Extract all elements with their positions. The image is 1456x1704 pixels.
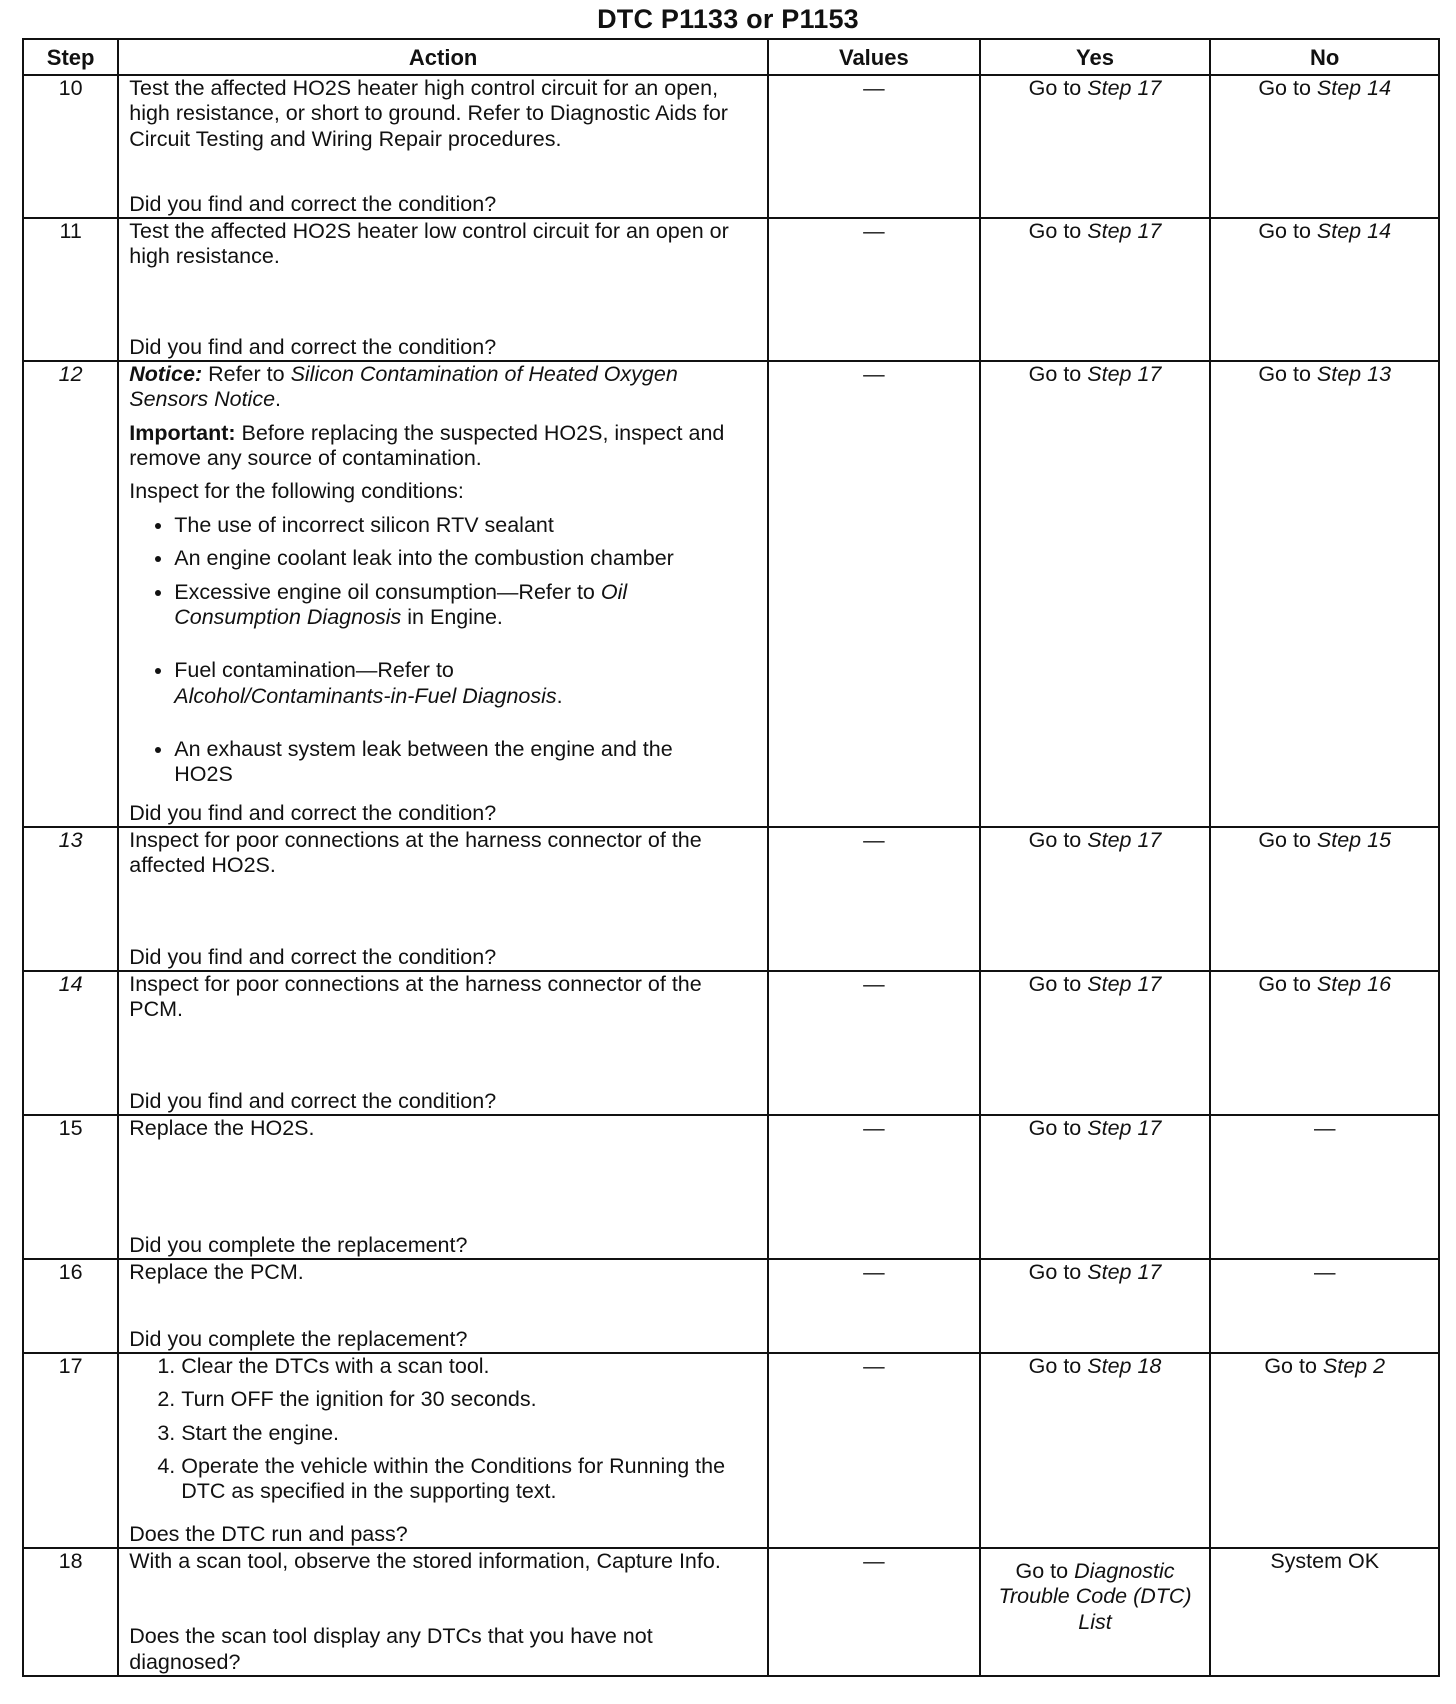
fuel-diagnosis-reference: Alcohol/Contaminants-in-Fuel Diagnosis [174,683,557,708]
values-cell: — [768,75,980,218]
header-values: Values [768,39,980,75]
go-to-label: Go to [1028,1260,1082,1284]
action-text: Replace the HO2S. [129,1116,315,1140]
procedure-list [129,1354,757,1505]
table-row [23,218,1439,361]
yes-cell [980,827,1211,971]
action-question: Does the scan tool display any DTCs that you have not diagnosed? [129,1624,653,1674]
action-cell [118,1548,768,1676]
no-cell: — [1210,1115,1439,1259]
table-row [23,361,1439,827]
action-cell [118,971,768,1115]
table-row [23,75,1439,218]
action-cell [118,1259,768,1353]
go-to-label: Go to [1028,1116,1082,1140]
go-to-label: Go to [1028,828,1082,852]
inspect-intro: Inspect for the following conditions: [129,479,464,504]
list-item: 1. Clear the DTCs with a scan tool. [181,1354,757,1379]
list-item: 2. Turn OFF the ignition for 30 seconds. [181,1387,757,1412]
go-to-label: Go to [1258,219,1311,243]
action-cell [118,827,768,971]
no-step-ref: Step 13 [1316,362,1392,386]
values-cell: — [768,1548,980,1676]
list-item: 3. Start the engine. [181,1421,757,1446]
values-cell: — [768,218,980,361]
no-step-ref: Step 14 [1316,76,1392,100]
values-cell: — [768,971,980,1115]
list-item-text: Excessive engine oil consumption—Refer to [174,579,595,604]
yes-step-ref: Step 17 [1087,1260,1162,1284]
action-text: With a scan tool, observe the stored information, Capture Info. [129,1549,721,1573]
condition-list [129,513,757,788]
go-to-label: Go to [1258,362,1311,386]
yes-cell [980,1259,1211,1353]
no-cell [1210,1353,1439,1548]
no-cell [1210,827,1439,971]
yes-cell [980,218,1211,361]
go-to-label: Go to [1258,76,1311,100]
yes-cell [980,1353,1211,1548]
yes-step-ref: Step 17 [1087,972,1162,996]
action-question: Did you complete the replacement? [129,1326,468,1351]
notice-text: Refer to [208,362,285,386]
yes-cell [980,1548,1211,1676]
table-row [23,1548,1439,1676]
go-to-label: Go to [1015,1559,1069,1583]
action-cell [118,75,768,218]
step-number: 14 [23,971,118,1115]
list-item [174,580,757,631]
action-question: Did you find and correct the condition? [129,334,497,359]
values-cell: — [768,1115,980,1259]
table-row [23,1115,1439,1259]
go-to-label: Go to [1264,1354,1317,1378]
go-to-label: Go to [1028,76,1082,100]
header-no: No [1210,39,1439,75]
no-cell [1210,971,1439,1115]
action-text: Test the affected HO2S heater low control circuit for an open or high resistance. [129,219,729,269]
no-cell [1210,361,1439,827]
important-label: Important: [129,420,236,445]
list-item: • An exhaust system leak between the engine and the HO2S [174,737,757,788]
values-cell: — [768,827,980,971]
action-question: Did you find and correct the condition? [129,1088,497,1113]
header-yes: Yes [980,39,1211,75]
step-number: 12 [23,361,118,827]
yes-cell [980,361,1211,827]
yes-step-ref: Step 17 [1087,76,1162,100]
list-item: • An engine coolant leak into the combustion chamber [174,546,757,571]
action-question: Did you complete the replacement? [129,1232,468,1257]
list-item-text: Fuel contamination—Refer to [174,658,454,683]
step-number: 18 [23,1548,118,1676]
table-row [23,971,1439,1115]
action-cell [118,218,768,361]
action-text: Inspect for poor connections at the harness connector of the PCM. [129,972,702,1022]
list-item: • Fuel contamination—Refer to Alcohol/Contaminants-in-Fuel Diagnosis. [174,658,757,709]
notice-paragraph: Notice: Refer to Silicon Contamination of Heated Oxygen Sensors Notice. [129,362,678,412]
table-row [23,1353,1439,1548]
yes-step-ref: Step 17 [1087,828,1162,852]
action-cell [118,361,768,827]
go-to-label: Go to [1258,972,1311,996]
no-step-ref: Step 15 [1316,828,1392,852]
no-cell: System OK [1210,1548,1439,1676]
action-question: Did you find and correct the condition? [129,191,497,216]
table-row [23,827,1439,971]
values-cell: — [768,1353,980,1548]
go-to-label: Go to [1028,972,1082,996]
notice-label: Notice: [129,362,203,386]
important-text: Before replacing the suspected HO2S, inspect and remove any source of contamination. [129,420,725,471]
action-question: Did you find and correct the condition? [129,800,497,825]
table-header-row [23,39,1439,75]
step-number: 17 [23,1353,118,1548]
step-number: 10 [23,75,118,218]
values-cell: — [768,1259,980,1353]
step-number: 13 [23,827,118,971]
no-step-ref: Step 2 [1322,1354,1386,1378]
step-number: 11 [23,218,118,361]
go-to-label: Go to [1028,219,1082,243]
header-step: Step [23,39,118,75]
go-to-label: Go to [1258,828,1311,852]
header-action: Action [118,39,768,75]
diagnostic-table [22,38,1440,1677]
step-number: 15 [23,1115,118,1259]
important-paragraph [129,421,757,472]
yes-step-ref: Step 17 [1087,219,1162,243]
values-cell: — [768,361,980,827]
yes-step-ref: Step 17 [1087,1116,1162,1140]
action-question: Did you find and correct the condition? [129,944,497,969]
no-cell: — [1210,1259,1439,1353]
yes-step-ref: Step 17 [1087,362,1162,386]
yes-step-ref: Step 18 [1087,1354,1162,1378]
no-step-ref: Step 16 [1316,972,1392,996]
oil-consumption-reference: Oil Consumption Diagnosis [174,579,628,629]
action-cell [118,1353,768,1548]
list-item-text: in Engine. [407,604,503,629]
yes-cell [980,75,1211,218]
table-row [23,1259,1439,1353]
yes-cell [980,1115,1211,1259]
no-cell [1210,218,1439,361]
list-item: • The use of incorrect silicon RTV sealant [174,513,757,538]
go-to-label: Go to [1028,1354,1082,1378]
action-cell [118,1115,768,1259]
notice-reference: Silicon Contamination of Heated Oxygen Sensors Notice [129,362,678,412]
dtc-list-reference: Diagnostic Trouble Code (DTC) List [998,1559,1192,1634]
action-text: Inspect for poor connections at the harness connector of the affected HO2S. [129,828,702,878]
go-to-label: Go to [1028,362,1082,386]
list-item: 4. Operate the vehicle within the Conditions for Running the DTC as specified in the supporting text. [181,1454,757,1505]
yes-cell [980,971,1211,1115]
action-text: Test the affected HO2S heater high control circuit for an open, high resistance, or short to ground. Refer to Diagnostic Aids for Circuit Testing and Wiring Repair procedures. [129,76,728,151]
no-cell [1210,75,1439,218]
no-step-ref: Step 14 [1316,219,1392,243]
action-text: Replace the PCM. [129,1260,304,1284]
step-number: 16 [23,1259,118,1353]
page-title: DTC P1133 or P1153 [597,4,859,34]
action-question: Does the DTC run and pass? [129,1521,408,1546]
